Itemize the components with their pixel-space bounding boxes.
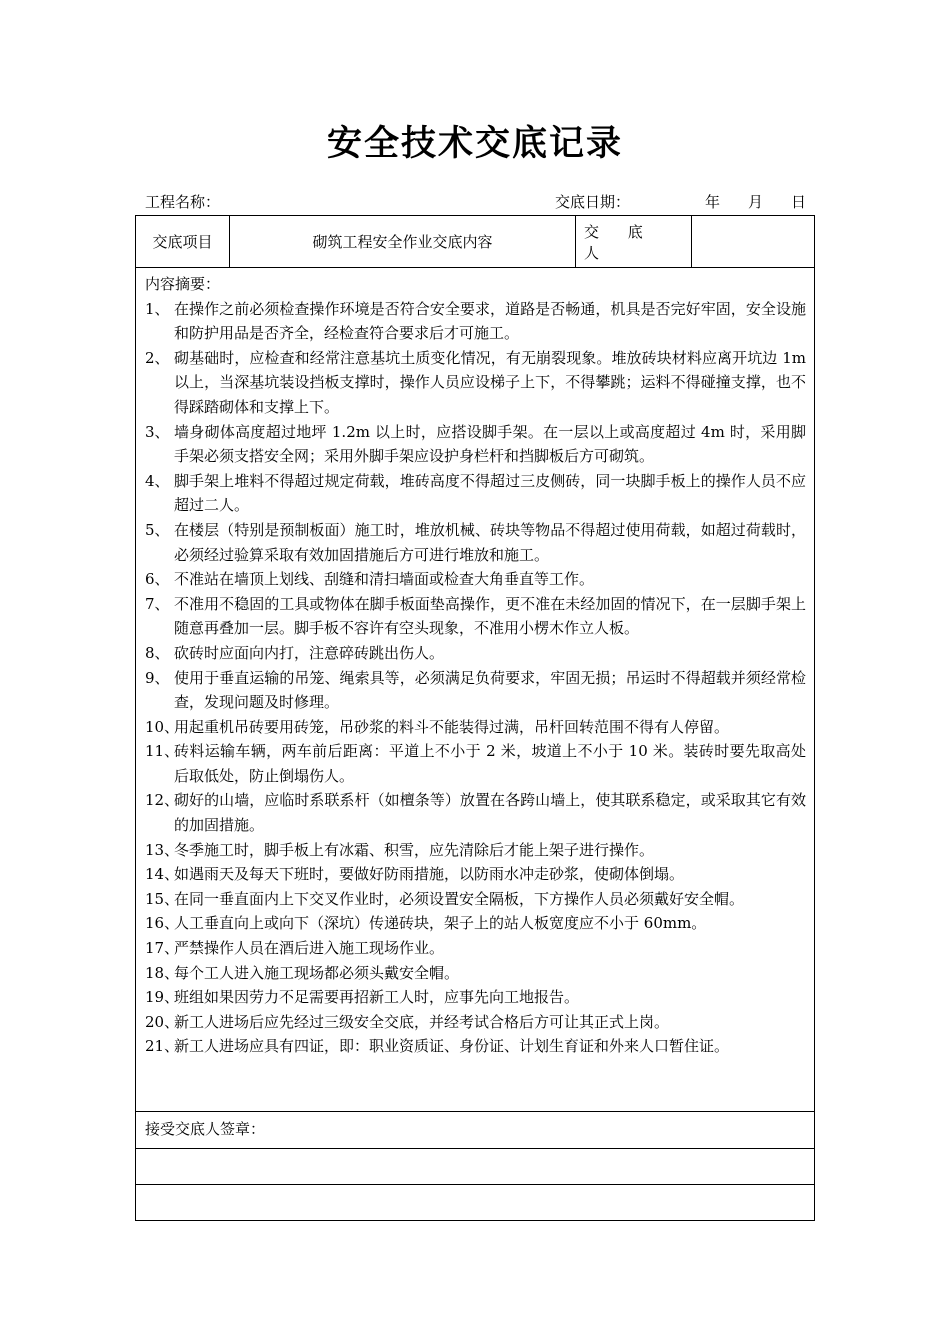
record-table <box>135 215 815 1221</box>
list-item-number: 15、 <box>145 889 180 908</box>
signature-row <box>136 1112 814 1149</box>
list-item-number: 11、 <box>145 742 180 761</box>
list-item-number: 12、 <box>145 791 180 810</box>
list-item <box>145 985 806 1010</box>
list-item-number: 21、 <box>145 1037 180 1056</box>
list-item-text: 墙身砌体高度超过地坪 1.2m 以上时，应搭设脚手架。在一层以上或高度超过 4m 时，采用脚手架必须支搭安全网；采用外脚手架应设护身栏杆和挡脚板后方可砌筑。 <box>174 422 806 466</box>
list-item-text: 不准站在墙顶上划线、刮缝和清扫墙面或检查大角垂直等工作。 <box>174 570 595 589</box>
day-label: 日 <box>790 193 806 211</box>
list-item-text: 在操作之前必须检查操作环境是否符合安全要求，道路是否畅通，机具是否完好牢固，安全设施和防护用品是否齐全，经检查符合要求后才可施工。 <box>174 299 806 343</box>
list-item-number: 2、 <box>145 348 170 367</box>
list-item <box>145 346 806 420</box>
year-label: 年 <box>705 193 721 211</box>
list-item-text: 新工人进场应具有四证，即：职业资质证、身份证、计划生育证和外来人口暂住证。 <box>174 1037 730 1056</box>
list-item-number: 10、 <box>145 717 180 736</box>
list-item-number: 8、 <box>145 643 170 662</box>
list-item-text: 班组如果因劳力不足需要再招新工人时，应事先向工地报告。 <box>174 988 580 1007</box>
date-fields <box>705 192 806 212</box>
list-item-number: 14、 <box>145 865 180 884</box>
list-item-text: 新工人进场后应先经过三级安全交底，并经考试合格后方可让其正式上岗。 <box>174 1012 670 1031</box>
list-item <box>145 297 806 346</box>
list-item <box>145 592 806 641</box>
summary-label: 内容摘要： <box>145 275 221 293</box>
list-item-number: 3、 <box>145 422 170 441</box>
list-item <box>145 862 806 887</box>
list-item <box>145 788 806 837</box>
list-item-text: 脚手架上堆料不得超过规定荷载，堆砖高度不得超过三皮侧砖，同一块脚手板上的操作人员不应超过二人。 <box>174 471 806 515</box>
list-item-number: 18、 <box>145 963 180 982</box>
list-item <box>145 911 806 936</box>
list-item <box>145 1010 806 1035</box>
table-header-row <box>136 216 814 268</box>
list-item <box>145 961 806 986</box>
signature-blank-row <box>136 1185 814 1220</box>
list-item-number: 17、 <box>145 939 180 958</box>
list-item <box>145 739 806 788</box>
list-item <box>145 420 806 469</box>
month-label: 月 <box>747 193 763 211</box>
item-value-cell: 砌筑工程安全作业交底内容 <box>230 216 576 267</box>
signature-label: 接受交底人签章： <box>145 1120 266 1138</box>
list-item <box>145 567 806 592</box>
list-item-number: 20、 <box>145 1012 180 1031</box>
list-item-text: 每个工人进入施工现场都必须头戴安全帽。 <box>174 963 460 982</box>
list-item-number: 7、 <box>145 594 170 613</box>
list-item <box>145 518 806 567</box>
list-item-text: 冬季施工时，脚手板上有冰霜、积雪，应先清除后才能上架子进行操作。 <box>174 840 655 859</box>
list-item-text: 砌基础时，应检查和经常注意基坑土质变化情况，有无崩裂现象。堆放砖块材料应离开坑边 1m 以上，当深基坑装设挡板支撑时，操作人员应设梯子上下，不得攀跳；运料不得碰撞支撑，也不得踩踏砌体和支撑上下。 <box>174 348 806 416</box>
list-item <box>145 838 806 863</box>
list-item-text: 砍砖时应面向内打，注意碎砖跳出伤人。 <box>174 643 445 662</box>
content-section <box>136 268 814 1112</box>
list-item-number: 1、 <box>145 299 170 318</box>
list-item <box>145 469 806 518</box>
item-label-cell: 交底项目 <box>136 216 230 267</box>
list-item-number: 16、 <box>145 914 180 933</box>
list-item-text: 在楼层（特别是预制板面）施工时，堆放机械、砖块等物品不得超过使用荷载，如超过荷载时，必须经过验算采取有效加固措施后方可进行堆放和施工。 <box>174 520 806 564</box>
list-item <box>145 641 806 666</box>
person-value-cell <box>692 216 814 267</box>
list-item-number: 13、 <box>145 840 180 859</box>
list-item-number: 4、 <box>145 471 170 490</box>
list-item-text: 不准用不稳固的工具或物体在脚手板面垫高操作，更不准在未经加固的情况下，在一层脚手架上随意再叠加一层。脚手板不容许有空头现象，不准用小楞木作立人板。 <box>174 594 806 638</box>
signature-blank-row <box>136 1149 814 1185</box>
list-item-text: 用起重机吊砖要用砖笼，吊砂浆的料斗不能装得过满，吊杆回转范围不得有人停留。 <box>174 717 730 736</box>
list-item-number: 19、 <box>145 988 180 1007</box>
list-item-text: 砖料运输车辆，两车前后距离：平道上不小于 2 米，坡道上不小于 10 米。装砖时要先取高处后取低处，防止倒塌伤人。 <box>174 742 806 785</box>
list-item <box>145 1034 806 1059</box>
list-item <box>145 715 806 740</box>
document-title: 安全技术交底记录 <box>326 123 623 164</box>
list-item-text: 在同一垂直面内上下交叉作业时，必须设置安全隔板，下方操作人员必须戴好安全帽。 <box>174 889 745 908</box>
project-name-label: 工程名称： <box>145 193 221 211</box>
list-item <box>145 936 806 961</box>
list-item-number: 9、 <box>145 668 170 687</box>
list-item-text: 使用于垂直运输的吊笼、绳索具等，必须满足负荷要求，牢固无损；吊运时不得超载并须经常检查，发现问题及时修理。 <box>174 668 806 712</box>
person-label-cell: 交 底 人 <box>576 216 692 267</box>
list-item-text: 严禁操作人员在酒后进入施工现场作业。 <box>174 939 445 958</box>
list-item-number: 6、 <box>145 570 170 589</box>
list-item-text: 如遇雨天及每天下班时，要做好防雨措施，以防雨水冲走砂浆，使砌体倒塌。 <box>174 865 685 884</box>
list-item-text: 砌好的山墙，应临时系联系杆（如檀条等）放置在各跨山墙上，使其联系稳定，或采取其它有效的加固措施。 <box>174 791 806 835</box>
date-label: 交底日期： <box>555 193 631 211</box>
list-item <box>145 887 806 912</box>
list-item-number: 5、 <box>145 520 170 539</box>
list-item-text: 人工垂直向上或向下（深坑）传递砖块，架子上的站人板宽度应不小于 60mm。 <box>174 914 707 933</box>
content-list <box>145 297 806 1059</box>
list-item <box>145 666 806 715</box>
